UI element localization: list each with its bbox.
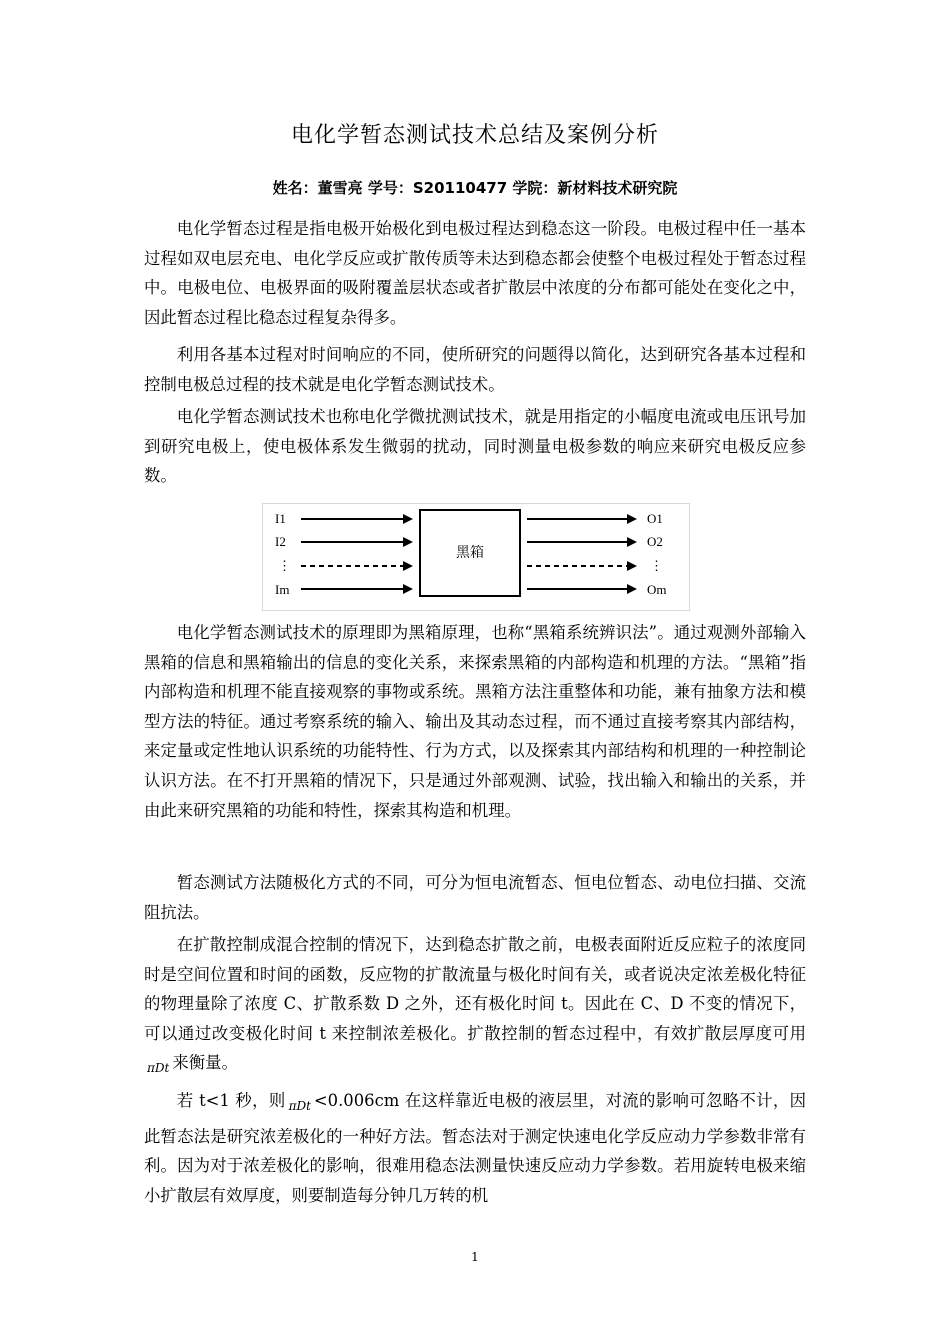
paragraph-7 xyxy=(144,1086,806,1210)
paragraph-5: 暂态测试方法随极化方式的不同，可分为恒电流暂态、恒电位暂态、动电位扫描、交流阻抗法。 xyxy=(144,873,806,922)
paragraph-6 xyxy=(144,930,806,1084)
paragraph-7-text-a: 若 t<1 秒，则 xyxy=(176,1091,286,1110)
output-label-1: O1 xyxy=(647,511,663,526)
paragraph-7-text-b: <0.006cm 在这样靠近电极的液层里，对流的影响可忽略不计，因此暂态法是研究浓差极化的一种好方法。暂态法对于测定快速电化学反应动力学参数非常有利。因为对于浓差极化的影响，很难用稳态法测量快速反应动力学参数。若用旋转电极来缩小扩散层有效厚度，则要制造每分钟几万转的机 xyxy=(144,1091,806,1205)
input-label-2: I2 xyxy=(275,534,286,549)
paragraph-6-text-a: 在扩散控制成混合控制的情况下，达到稳态扩散之前，电极表面附近反应粒子的浓度同时是空间位置和时间的函数，反应物的扩散流量与极化时间有关，或者说决定浓差极化特征的物理量除了浓度 C、扩散系数 D 之外，还有极化时间 t。因此在 C、D 不变的情况下，可以通过改变极化时间 t 来控制浓差极化。扩散控制的暂态过程中，有效扩散层厚度可用 xyxy=(144,935,806,1043)
paragraph-6-text-b: 来衡量。 xyxy=(172,1053,238,1073)
output-label-2: O2 xyxy=(647,534,663,549)
input-label-3: ⋮ xyxy=(278,558,291,573)
input-label-4: Im xyxy=(275,582,290,597)
paragraph-3: 电化学暂态测试技术也称电化学微扰测试技术，就是用指定的小幅度电流或电压讯号加到研究电极上，使电极体系发生微弱的扰动，同时测量电极参数的响应来研究电极反应参数。 xyxy=(144,407,806,486)
paragraph-4: 电化学暂态测试技术的原理即为黑箱原理，也称“黑箱系统辨识法”。通过观测外部输入黑箱的信息和黑箱输出的信息的变化关系，来探索黑箱的内部构造和机理的方法。“黑箱”指内部构造和机理不能直接观察的事物或系统。黑箱方法注重整体和功能，兼有抽象方法和模型方法的特征。通过考察系统的输入、输出及其动态过程，而不通过直接考察其内部结构，来定量或定性地认识系统的功能特性、行为方式，以及探索其内部结构和机理的一种控制论认识方法。在不打开黑箱的情况下，只是通过外部观测、试验，找出输入和输出的关系，并由此来研究黑箱的功能和特性，探索其构造和机理。 xyxy=(144,623,806,820)
document-title: 电化学暂态测试技术总结及案例分析 xyxy=(290,123,659,148)
formula-pi-dt-2: πDt xyxy=(288,1099,311,1113)
black-box-label: 黑箱 xyxy=(456,545,484,561)
paragraph-1: 电化学暂态过程是指电极开始极化到电极过程达到稳态这一阶段。电极过程中任一基本过程如双电层充电、电化学反应或扩散传质等未达到稳态都会使整个电极过程处于暂态过程中。电极电位、电极界面的吸附覆盖层状态或者扩散层中浓度的分布都可能处在变化之中，因此暂态过程比稳态过程复杂得多。 xyxy=(144,219,806,327)
output-label-3: ⋮ xyxy=(650,558,663,573)
formula-pi-dt: πDt xyxy=(147,1061,170,1076)
paragraph-2: 利用各基本过程对时间响应的不同，使所研究的问题得以简化，达到研究各基本过程和控制电极总过程的技术就是电化学暂态测试技术。 xyxy=(144,345,806,394)
output-label-4: Om xyxy=(647,582,667,597)
input-label-1: I1 xyxy=(275,511,286,526)
black-box-diagram xyxy=(262,503,690,611)
page-number: 1 xyxy=(471,1250,479,1264)
author-info: 姓名：董雪亮 学号：S20110477 学院：新材料技术研究院 xyxy=(272,179,678,197)
